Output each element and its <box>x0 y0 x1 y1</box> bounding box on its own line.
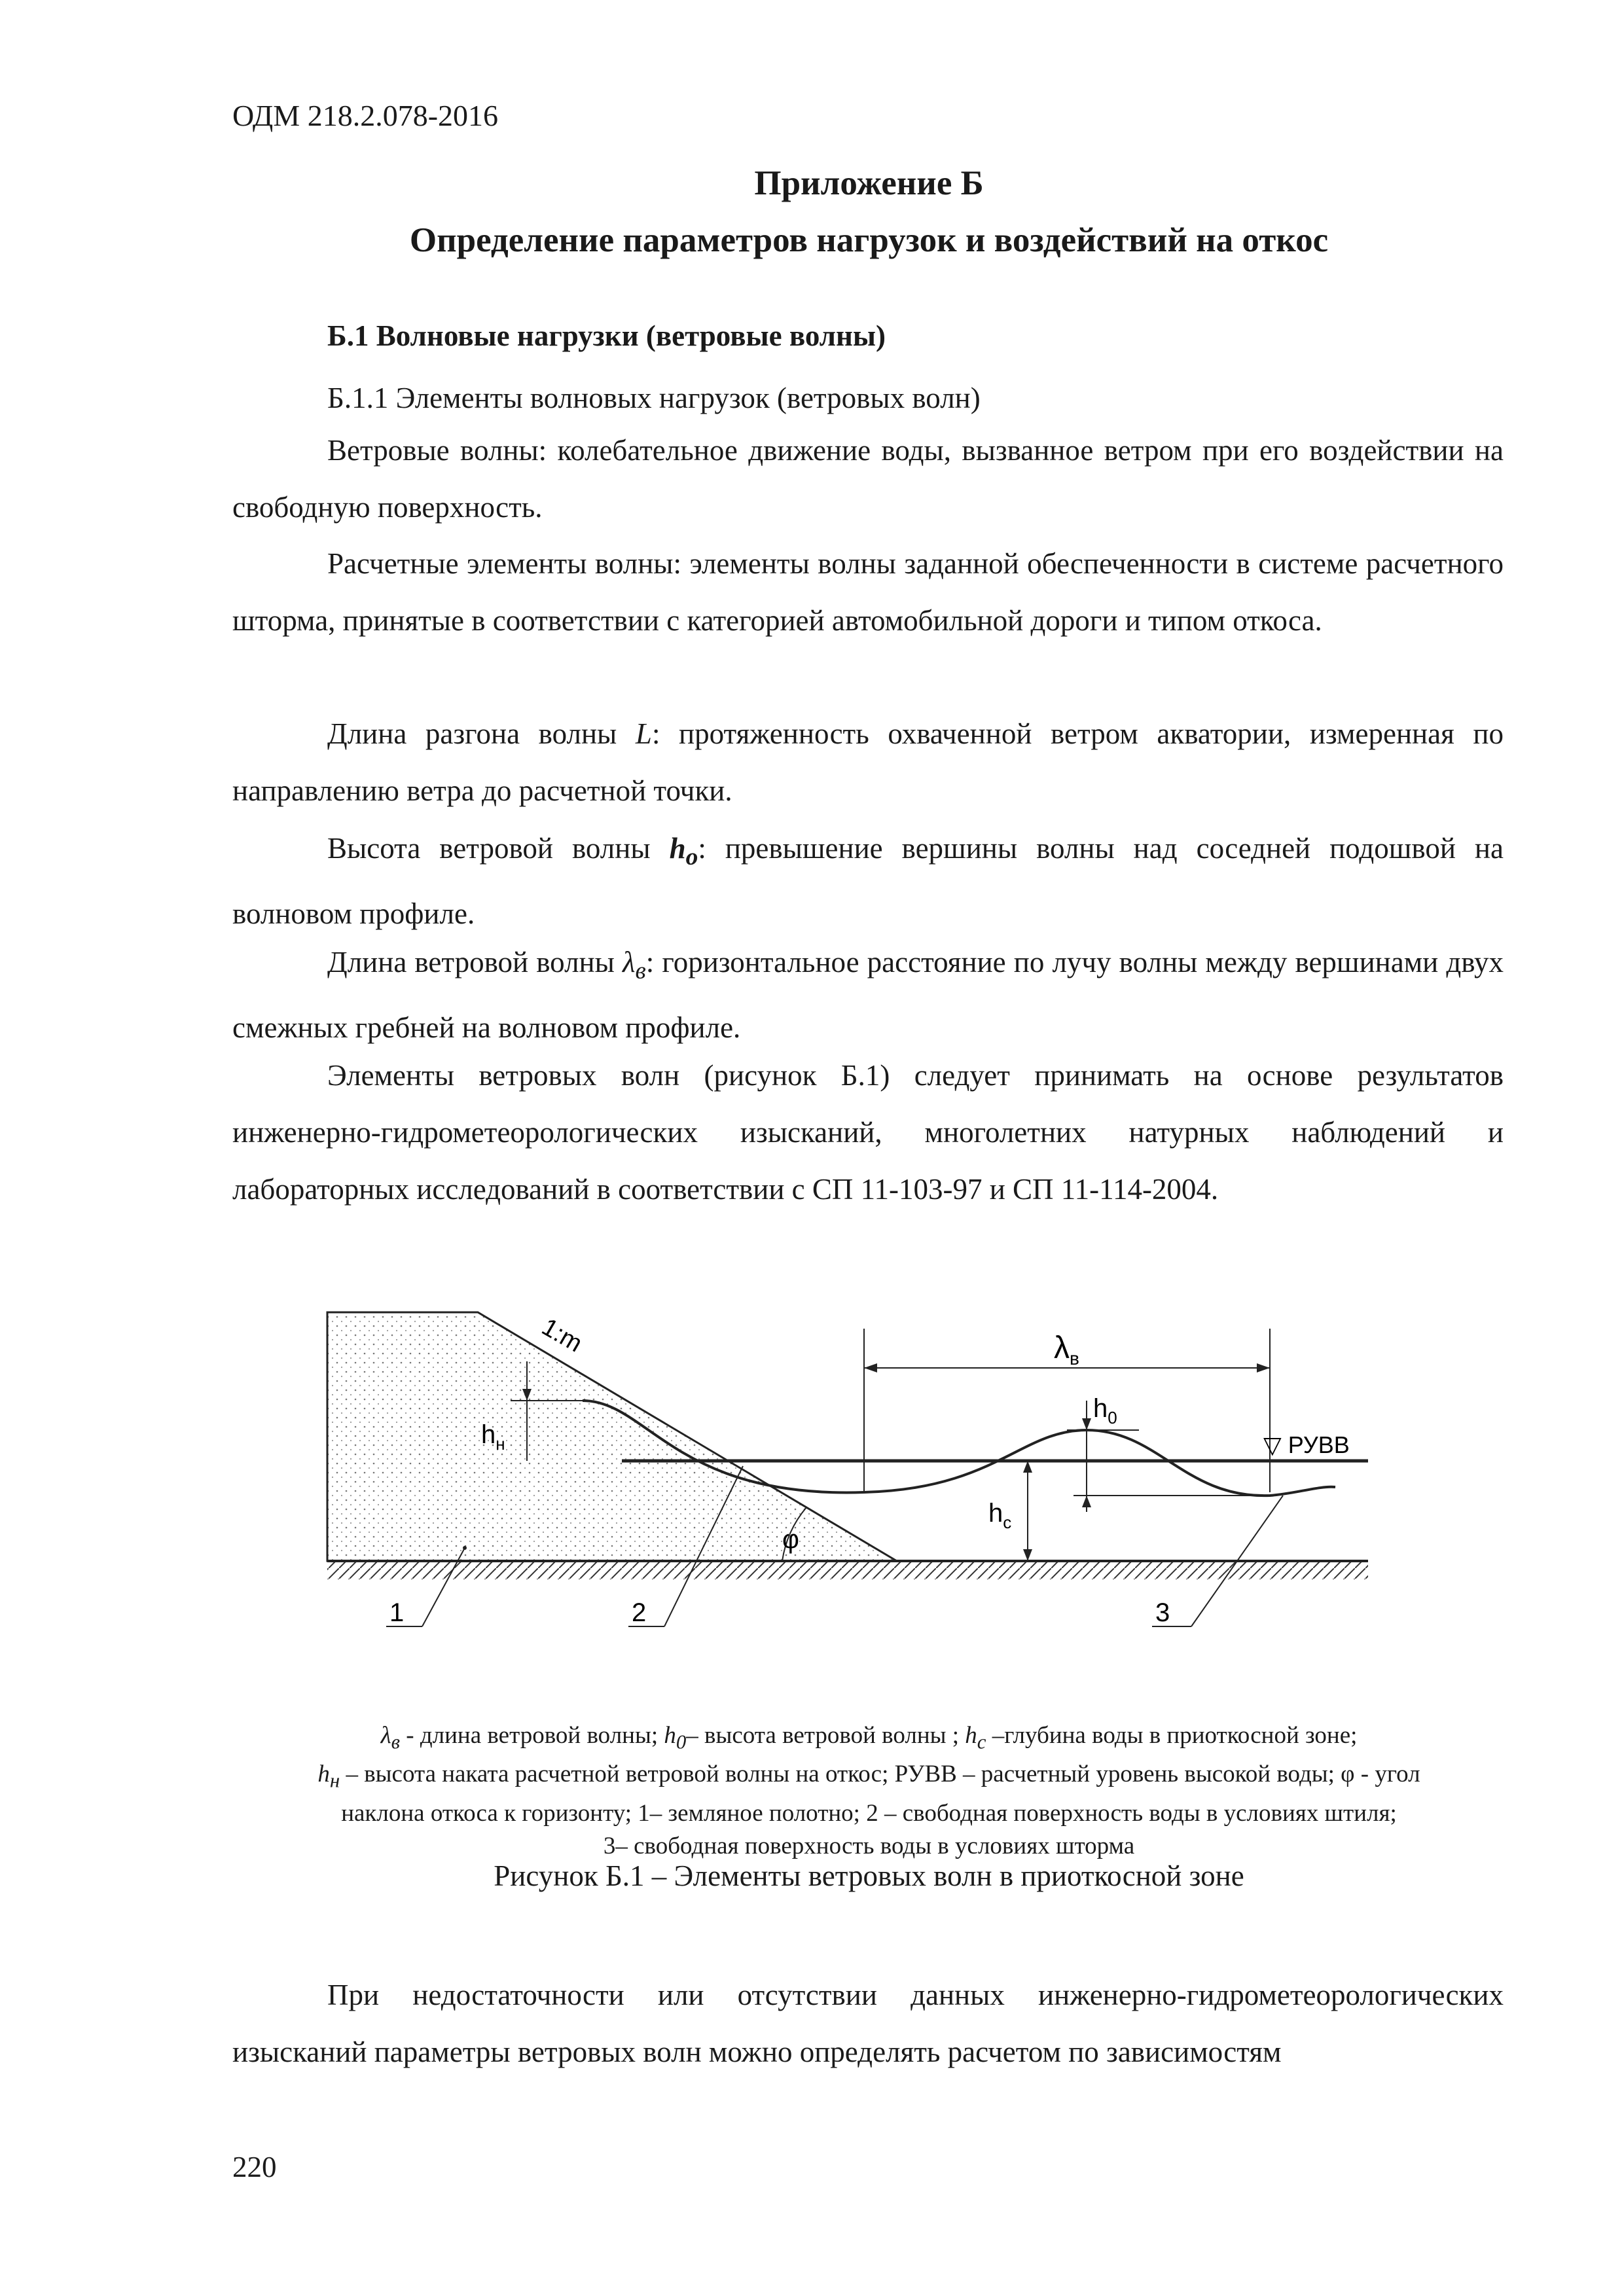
legend-line-1: $\lambda_в$ - длина ветровой волны; $h_0-$ высота ветровой волны ; $h_с$ –глубина воды в приоткосной зоне; <box>380 1722 1358 1753</box>
paragraph-calculation: При недостаточности или отсутствии данных инженерно-гидрометеорологических изысканий параметры ветровых волн можно определять расчетом по зависимостям <box>232 1979 1504 2068</box>
appendix-subtitle: Определение параметров нагрузок и воздействий на откос <box>409 221 1329 259</box>
label-2: 2 <box>632 1598 647 1627</box>
section-heading: Б.1 Волновые нагрузки (ветровые волны) <box>327 319 886 352</box>
hn-label: $h_н$ <box>481 1420 505 1454</box>
legend-line-2: $h_н$ – высота наката расчетной ветровой волны на откос; РУВВ – расчетный уровень высокой воды; φ - угол <box>317 1761 1420 1792</box>
ground-hatching <box>327 1561 1368 1579</box>
paragraph-fetch-length: Длина разгона волны L: протяженность охваченной ветром акватории, измеренная по направлению ветра до расчетной точки. <box>232 717 1504 807</box>
document-id-header: ОДМ 218.2.078-2016 <box>232 99 499 132</box>
paragraph-wave-height: Высота ветровой волны $h_o$: превышение вершины волны над соседней подошвой на волновом профиле. <box>232 832 1504 930</box>
h0-label: $h_0$ <box>1093 1394 1117 1427</box>
paragraph-wave-length: Длина ветровой волны $\lambda_в$: горизонтальное расстояние по лучу волны между вершинами двух смежных гребней на волновом профиле. <box>232 946 1504 1044</box>
lambda-label: $\lambda_в$ <box>1054 1331 1079 1369</box>
wind-wave-diagram <box>308 1296 1388 1656</box>
legend-line-3: наклона откоса к горизонту; 1– земляное полотно; 2 – свободная поверхность воды в условиях штиля; <box>341 1799 1397 1827</box>
legend-line-4: 3– свободная поверхность воды в условиях шторма <box>603 1832 1135 1859</box>
label-3: 3 <box>1155 1598 1170 1627</box>
subsection-heading: Б.1.1 Элементы волновых нагрузок (ветровых волн) <box>327 382 981 414</box>
slope-label: 1:m <box>537 1313 587 1358</box>
appendix-title: Приложение Б <box>754 164 984 202</box>
paragraph-wind-waves: Ветровые волны: колебательное движение воды, вызванное ветром при его воздействии на свободную поверхность. <box>232 434 1504 524</box>
paragraph-design-elements: Расчетные элементы волны: элементы волны заданной обеспеченности в системе расчетного шторма, принятые в соответствии с категорией автомобильной дороги и типом откоса. <box>232 547 1504 637</box>
figure-caption: Рисунок Б.1 – Элементы ветровых волн в приоткосной зоне <box>494 1859 1244 1892</box>
hc-label: $h_с$ <box>988 1499 1012 1532</box>
page-number: 220 <box>232 2151 277 2183</box>
phi-label: φ <box>782 1525 799 1554</box>
figure-legend <box>232 1719 1506 1863</box>
ruvv-label: ▽ РУВВ <box>1263 1431 1350 1458</box>
paragraph-elements-source: Элементы ветровых волн (рисунок Б.1) следует принимать на основе результатов инженерно-гидрометеорологических изысканий, многолетних натурных наблюдений и лабораторных исследований в соответствии с СП 11-103-97 и СП 11-114-2004. <box>232 1059 1504 1206</box>
embankment-body <box>327 1312 897 1561</box>
label-1: 1 <box>389 1598 405 1627</box>
